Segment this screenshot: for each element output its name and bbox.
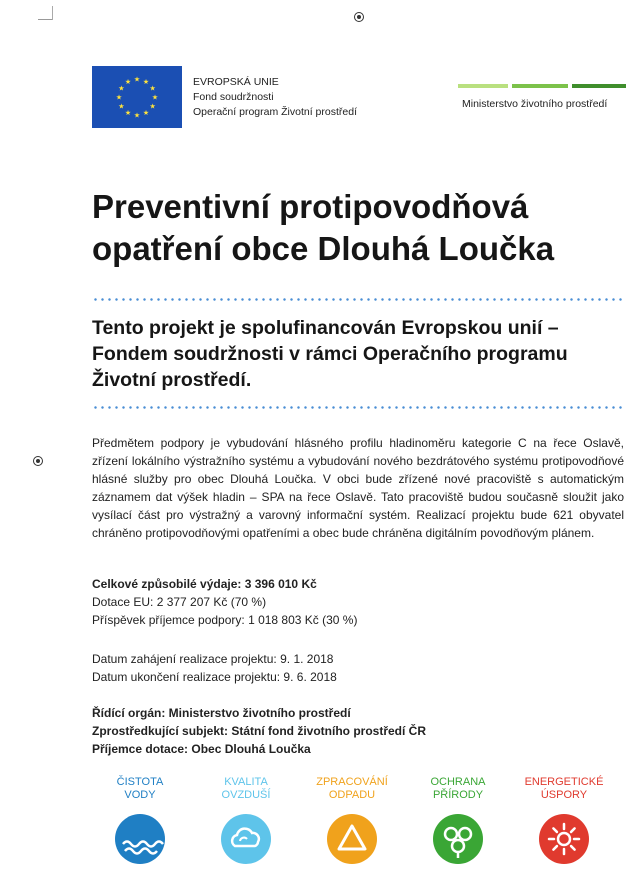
eu-star-icon: ★ — [124, 109, 132, 118]
grant-recipient: Příjemce dotace: Obec Dlouhá Loučka — [92, 742, 311, 756]
crop-mark-tick — [52, 6, 53, 20]
subtitle-line-3: Životní prostředí. — [92, 369, 252, 391]
eu-star-icon: ★ — [149, 102, 156, 111]
title-line-2: opatření obce Dlouhá Loučka — [92, 230, 555, 267]
eu-star-icon: ★ — [142, 109, 150, 118]
eu-grant: Dotace EU: 2 377 207 Kč (70 %) — [92, 595, 267, 609]
water-icon — [115, 814, 165, 864]
eu-star-icon: ★ — [124, 77, 132, 86]
eu-star-icon: ★ — [151, 93, 159, 102]
start-date: Datum zahájení realizace projektu: 9. 1. 2018 — [92, 652, 334, 666]
total-eligible-costs: Celkové způsobilé výdaje: 3 396 010 Kč — [92, 577, 317, 591]
subtitle-line-1: Tento projekt je spolufinancován Evropskou unií – — [92, 317, 559, 339]
theme-label — [88, 776, 192, 806]
theme-air-quality — [194, 776, 298, 864]
theme-label-line-1: ČISTOTA — [116, 776, 164, 788]
sun-icon — [539, 814, 589, 864]
registration-mark-top — [354, 12, 364, 22]
theme-label-line-1: KVALITA — [224, 776, 268, 788]
cofinancing-statement — [92, 315, 568, 393]
ministry-label: Ministerstvo životního prostředí — [462, 98, 608, 110]
eu-union-label: EVROPSKÁ UNIE — [193, 76, 279, 88]
theme-waste-processing — [300, 776, 404, 864]
priority-themes — [88, 776, 628, 888]
title-line-1: Preventivní protipovodňová — [92, 188, 529, 225]
eu-star-icon: ★ — [133, 111, 141, 120]
theme-label-line-2: PŘÍRODY — [432, 789, 484, 801]
ministry-logo-bars — [458, 84, 626, 90]
subtitle-line-2: Fondem soudržnosti v rámci Operačního programu — [92, 343, 568, 365]
nature-icon — [433, 814, 483, 864]
cost-summary — [92, 575, 357, 629]
eu-star-icon: ★ — [118, 102, 125, 111]
theme-label-line-1: ENERGETICKÉ — [524, 776, 604, 788]
eu-fund-text — [193, 75, 357, 120]
eu-flag-icon — [92, 66, 182, 128]
responsible-bodies — [92, 704, 426, 758]
operational-program-label: Operační program Životní prostředí — [193, 106, 357, 118]
eu-star-icon: ★ — [133, 75, 141, 84]
theme-label-line-2: ODPADU — [328, 789, 376, 801]
crop-mark — [38, 12, 52, 20]
theme-water-purity — [88, 776, 192, 864]
managing-authority: Řídící orgán: Ministerstvo životního prostředí — [92, 706, 351, 720]
theme-label-line-1: OCHRANA — [430, 776, 486, 788]
theme-label-line-1: ZPRACOVÁNÍ — [316, 776, 388, 788]
theme-label-line-2: VODY — [124, 789, 156, 801]
dotted-divider-bottom — [92, 406, 626, 409]
project-description: Předmětem podpory je vybudování hlásného profilu hladinoměru kategorie C na řece Oslavě, zřízení lokálního výstražního systému a vybudování nového bezdrátového systému protipovodňové hlásné služby pro obec Dlouhá Loučka. V obci bude zřízené nové pracoviště s automatickým záznamem dat výšek hladin – SPA na řece Oslavě. Tato pracoviště budou současně sloužit jako vysílací část pro výstražný a varovný informační systém. Realizací projektu bude 621 obyvatel chráněno protipovodňovými opatřeními a obec bude chráněna digitálním povodňovým plánem. — [92, 436, 624, 540]
theme-nature-protection — [406, 776, 510, 864]
eu-star-icon: ★ — [118, 84, 125, 93]
theme-label — [512, 776, 616, 806]
intermediary-body: Zprostředkující subjekt: Státní fond životního prostředí ČR — [92, 724, 427, 738]
triangle-icon — [327, 814, 377, 864]
cohesion-fund-label: Fond soudržnosti — [193, 91, 274, 103]
eu-star-icon: ★ — [149, 84, 156, 93]
theme-label — [194, 776, 298, 806]
dotted-divider-top — [92, 298, 626, 301]
theme-label — [406, 776, 510, 806]
theme-label — [300, 776, 404, 806]
theme-energy-savings — [512, 776, 616, 864]
registration-mark-left — [33, 456, 43, 466]
project-dates — [92, 650, 337, 686]
theme-label-line-2: OVZDUŠÍ — [221, 789, 271, 801]
theme-label-line-2: ÚSPORY — [540, 789, 588, 801]
eu-star-icon: ★ — [115, 93, 123, 102]
recipient-contribution: Příspěvek příjemce podpory: 1 018 803 Kč (30 %) — [92, 613, 358, 627]
eu-star-icon: ★ — [142, 77, 150, 86]
end-date: Datum ukončení realizace projektu: 9. 6. 2018 — [92, 670, 337, 684]
cloud-icon — [221, 814, 271, 864]
page-title — [92, 186, 554, 270]
